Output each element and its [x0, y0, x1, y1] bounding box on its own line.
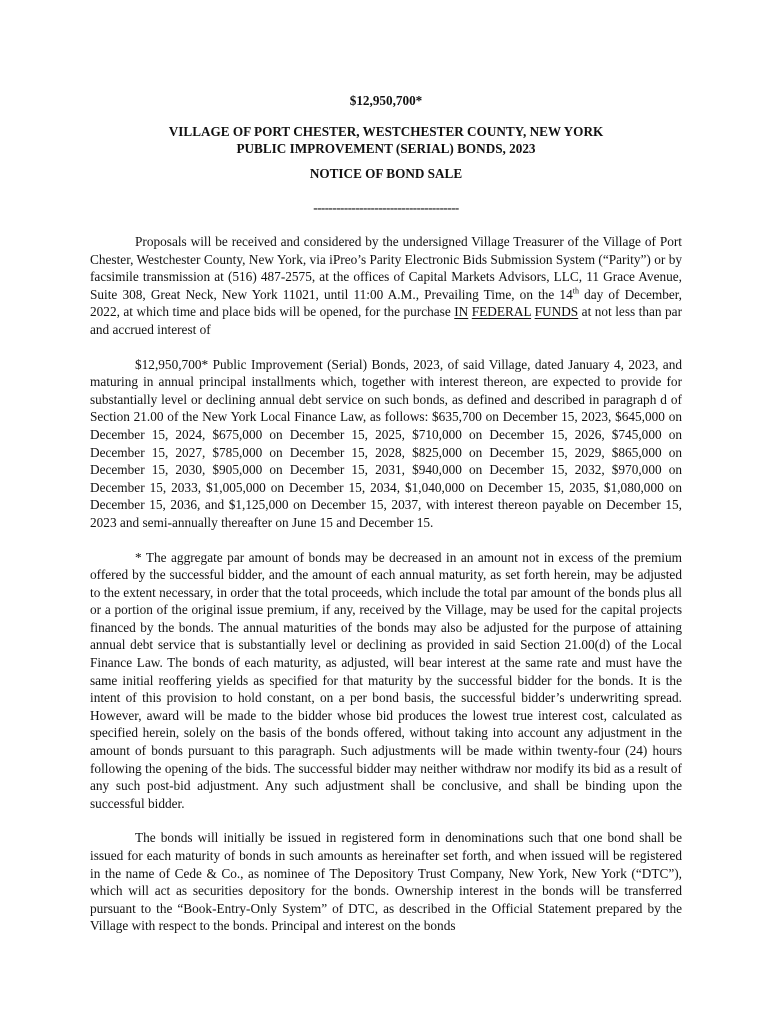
underlined-in: IN	[454, 304, 469, 320]
document-page	[90, 92, 682, 935]
proposals-text-c: at not less than par and accrued interest of	[90, 304, 683, 337]
underlined-federal: FEDERAL	[471, 304, 532, 320]
proposals-text-a: Proposals will be received and considered by the undersigned Village Treasurer of the Village of Port Chester, Westchester County, New York, via iPreo’s Parity Electronic Bids Submission System (“Parity”) or by facsimile transmission at (516) 487-2575, at the offices of Capital Markets Advisors, LLC, 11 Grace Avenue, Suite 308, Great Neck, New York 11021, until 11:00 A.M., Prevailing Time, on the 14	[90, 234, 682, 302]
separator-rule: --------------------------------------	[313, 200, 459, 215]
bond-series-title: PUBLIC IMPROVEMENT (SERIAL) BONDS, 2023	[236, 141, 536, 156]
registration-paragraph: The bonds will initially be issued in registered form in denominations such that one bond shall be issued for each maturity of bonds in such amounts as hereinafter set forth, and when issued will be registered in the name of Cede & Co., as nominee of The Depository Trust Company, New York, New York (“DTC”), which will act as securities depository for the bonds. Ownership interest in the bonds will be transferred pursuant to the “Book-Entry-Only System” of DTC, as described in the Official Statement prepared by the Village with respect to the bonds. Principal and interest on the bonds	[90, 830, 682, 934]
maturity-schedule-paragraph: $12,950,700* Public Improvement (Serial) Bonds, 2023, of said Village, dated January 4, 2023, and maturing in annual principal installments which, together with interest thereon, are expected to provide for substantially level or declining annual debt service on such bonds, as defined and described in paragraph d of Section 21.00 of the New York Local Finance Law, as follows: $635,700 on December 15, 2023, $645,000 on December 15, 2024, $675,000 on December 15, 2025, $710,000 on December 15, 2026, $745,000 on December 15, 2027, $785,000 on December 15, 2028, $825,000 on December 15, 2029, $865,000 on December 15, 2030, $905,000 on December 15, 2031, $940,000 on December 15, 2032, $970,000 on December 15, 2033, $1,005,000 on December 15, 2034, $1,040,000 on December 15, 2035, $1,080,000 on December 15, 2036, and $1,125,000 on December 15, 2037, with interest thereon payable on December 15, 2023 and semi-annually thereafter on June 15 and December 15.	[90, 356, 682, 530]
proposals-paragraph	[90, 233, 682, 339]
underlined-funds: FUNDS	[534, 304, 579, 320]
ordinal-suffix: th	[572, 286, 579, 296]
issuer-title: VILLAGE OF PORT CHESTER, WESTCHESTER COUNTY, NEW YORK	[168, 124, 604, 139]
proposals-text-b: day of December, 2022, at which time and place bids will be opened, for the purchase	[90, 286, 682, 320]
bond-amount-heading: $12,950,700*	[349, 93, 423, 108]
adjustment-footnote-paragraph: * The aggregate par amount of bonds may be decreased in an amount not in excess of the premium offered by the successful bidder, and the amount of each annual maturity, as set forth herein, may be adjusted to the extent necessary, in order that the total proceeds, which include the total par amount of the bonds plus all or a portion of the original issue premium, if any, received by the Village, may be used for the capital projects financed by the bonds. The annual maturities of the bonds may also be adjusted for the purpose of attaining annual debt service that is substantially level or declining as provided in said Section 21.00(d) of the Local Finance Law. The bonds of each maturity, as adjusted, will bear interest at the same rate and must have the same initial reoffering yields as specified for that maturity by the successful bidder for the bonds. It is the intent of this provision to hold constant, on a per bond basis, the successful bidder’s underwriting spread. However, award will be made to the bidder whose bid produces the lowest true interest cost, calculated as specified herein, solely on the basis of the bonds offered, without taking into account any adjustment in the amount of bonds pursuant to this paragraph. Such adjustments will be made within twenty-four (24) hours following the opening of the bids. The successful bidder may neither withdraw nor modify its bid as a result of any such post-bid adjustment. Any such adjustment shall be conclusive, and shall be binding upon the successful bidder.	[90, 549, 682, 811]
notice-heading: NOTICE OF BOND SALE	[309, 166, 463, 181]
